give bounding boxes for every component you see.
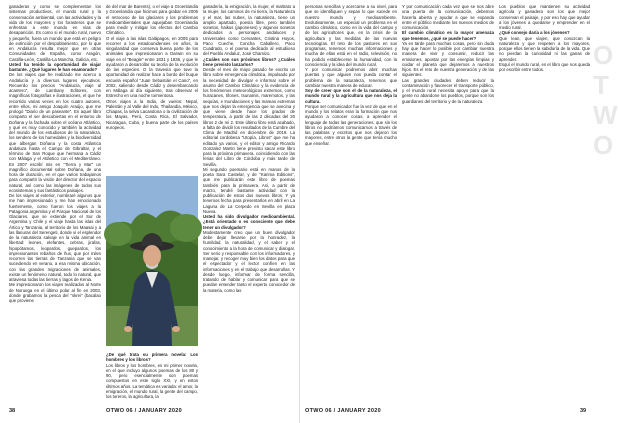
paragraph: ganadería, la emigración, la mujer, el maltrato a la mujer, los caminos de mi tierra, la Naturaleza y el mar, las nubes, la naturaleza, tiene un amplio apartado, poesía libre, pero también sonetos, haikus (japoneses) y algunos sonetos dedicados a personajes andaluces y Universales como Cervantes, Cristina Hoyos, Paco Cueche, Concha Caballero, Paco Cuadrado, o el poema dedicado al estudiioso del Pueblo Andaluz, José Chamizo. [203, 4, 295, 57]
interview-photo [106, 176, 198, 346]
paragraph: personas sencillas y acercarse a su nivel, para que se identifiquen y sepan lo que sucede en nuestro mundo y medioambiente. Evolutivamente, un especial un problema en el cambio climático, como en la vida del campo y de los agricultores que, en la crisis de la agricultura y las medidas de las nuevas tecnologías. El reto de los pastores en sus programas, tenemos muchas informaciones y mucha de ellas está en el radio, televisión, no ha podido establecerse la humanidad, con la consciencia y la idea del mundo rural. [305, 4, 397, 67]
issue-label-right: OTWO 06 / JANUARY 2020 [305, 408, 381, 414]
interview-question: ¿Qué consejo daría a los jóvenes? [499, 30, 570, 36]
paragraph: Porque ser comunicador fue la vez de que en el mundo y los relatos eran la formación que nos ayudaron a conocer cosas, a aprender el lenguaje de todas las generaciones, que sin los libros no podríamos comunicarnos a través de las palabras y escritos que nos dejaron los mayores, entre otros la gente que tenía mucho que enseñar. [305, 103, 397, 146]
right-column-2 [402, 4, 494, 402]
page-number-left: 38 [9, 408, 16, 414]
paragraph: De los viajes al exterior, nombraré algunos que me han impresionado y me han emocionado fuertemente, como fueron los viajes a la Patagonia argentina y el Parque Nacional de los Glaciares, que se extiende por el Sur de Argentina y Chile y el viaje hasta las islas del Ártico y Tanzania, al territorio de los Maasai y a las llanuras del Serengeti, donde vi el esplendor de la naturaleza salvaje en la vida animal en libertad: leones, elefantes, cebras, jirafas, hipopótamos, leopardos, guepardos, los impresionantes rebaños de ñus, que por miles recorren las tierras de Tanzania que se van sucediendo en verano, a esa misma ubicación, con las grandes migraciones de animales, existe un fenómeno natural, todo lo natural, que atraviesa todas las tierras y lagos de Kenia. [9, 193, 101, 282]
paragraph: Mi segundo poemario está en manos de la poeta Sara Castelar, y de "Karima Editions", que me publicarán este libro de poemas también para la primavera. Así, a partir de marzo, tendré bastante actividad con la publicación de estos dos nuevos libros. Y ya tenemos fecha para presentarlos en abril en La Laguna de La Cerpedo en Sevilla en plaza Nueva. [203, 166, 295, 214]
page-number-right: 39 [580, 408, 587, 414]
paragraph: Otros viajes a la India, de vuelos: Nepal, Pakistán y al Valle del Indo, Thailandia, México, Chiapas, la selva Lacandona o la civilización de los Mayas, Perú, Costa Rica, El Salvador, Nicaragua, Cuba, y buena parte de los países europeos. [106, 98, 198, 130]
right-column-3 [499, 4, 590, 402]
paragraph: Que lean, que viajen, que conozcan la naturaleza y que respeten a los mayores, porque ellos tienen la sabiduría de la vida. Que no pierdan la curiosidad ni las ganas de aprender. [499, 35, 590, 62]
left-column-2-lower [106, 352, 198, 402]
issue-label-left: OTWO 06 / JANUARY 2020 [106, 408, 182, 414]
paragraph: Ya es tarde para muchas cosas, pero sin duda hay que hacer lo posible por cambiar nuestra manera de vivir y consumir, reducir las emisiones, apostar por las energías limpias y cuidar el planeta que dejaremos a nuestros hijos. Es el reto de nuestra generación y de las siguientes. [402, 40, 494, 78]
paragraph: Los pueblos que mantienen su actividad agrícola y ganadera son los que mejor conservan el paisaje, y por eso hay que ayudar a los jóvenes a quedarse y emprender en el medio rural. [499, 4, 590, 30]
paragraph: Me impresionaron los viajes realizados al Norte de Noruega en el último polar al fin en 2003, donde grabamos la pesca del "skrei" (bacalao que proviene [9, 282, 101, 303]
paragraph: De los viajes que he realizado me acerco a Andalucía y a diversos lugares ejecutivos. Recuerdo los precios "Andalucía, viaje al acantero", de Lambany Editores, con magníficas fotografías e ilustraciones, el que he recorrido varias veces en los cuatro autores, entre ellos, mi amigo Joaquín Araújo, que me prologó "Diario de un paseante". En aquel libro comparto el ser descubiertas en el entorno de Doñana y la fachada sobre el océano Atlántico, y qué es muy conocido y también la actividad del mundo de los estudiosos de la naturaleza, los sendero de los humedales y la biodiversidad que albergan Doñana y la costa Atlántica andaluza hasta el Campo de Gibraltar, y el término de San Roque que hermana a Cádiz con Málaga y el Atlántico con el Mediterráneo. En 2007 escribí mis en "Tierra y Mar" un magnífico documental sobre Doñana, de una hora de duración, en el que varios trabajamos para compartir la visión del director del espacio natural, así como las imágenes de todos sus ecosistemas y sus fantásticos paisajes. [9, 72, 101, 193]
left-column-2 [106, 4, 198, 174]
right-column-1 [305, 4, 397, 402]
interview-question: Usted ha sido divulgador medioambiental. ¿Está orientado o es consciente que debe tener un divulgador? [203, 214, 295, 230]
paragraph: O el viaje a las islas Galápagos, en 2005 para recorrer a los estadounidenses en años, la singularidad que conserva buena parte de los animales que impresionaron a Darwin en su viaje en el "Beagle" entre 1831 y 1836, y que le ayudaron a desarrollar su teoría de la evolución de las especies. O la travesía que tuve la oportunidad de realizar hace a bordo del buque escuela español "Juan Sebastián el Cano", en 2002, saliendo desde Cádiz y desembarcando en Málaga al día siguiente, tras observar el Estrecho en una noche tormentosa. [106, 35, 198, 99]
paragraph: ganaderas y como se complementan los sistemas productivos, el mundo rural y la conservación ambiental, con las actividades y la vida de los mayores y los forasteros que se enfrentan a este mundo en vías de desaparición. Es como si el mundo rural, nuevo y pequeño, fuera un mundo que está en peligro de extinción por el despoblamiento, por lo que en Andalucía resulta mejor que en otras Comunidades de España, como Aragón, Castilla-León, Castilla-La Mancha, Galicia, etc. [9, 4, 101, 62]
side-strip-letters: OTWO [593, 40, 618, 160]
left-page [0, 0, 300, 423]
portrait-image [106, 176, 198, 346]
paragraph: Esquí el mundo rural, es el libro que nos queda por escribir entre todos. [499, 61, 590, 72]
left-column-1 [9, 4, 101, 402]
interview-question: Usted ha tenido la oportunidad de viajar bastante. ¿Qué lugares le han enamorado? [9, 61, 101, 72]
paragraph: Y por comunicar podremos abrir muchas puertas y que alguien nos pueda contar el problema de la naturaleza, tenemos que cambiar nuestra manera de educar. [305, 67, 397, 88]
paragraph: Desde el mes de mayo pasado he escrito un libro sobre emergencia climática, impulsado por la necesidad de divulgar e informar sobre el asunto del Cambio Climático y la evidencia de los fenómenos meteorológicos extremos, como huracanes, tifones, tsunamis, maremotos, y las sequías, e Inundaciones y las mareas extremas que nos dejan la emergencia que se avecina y que viene desde hace los grados de temperatura, a partir de las 2 décadas del 20 libros 2 de mi 2. Este último libro está acabado, a falta de dividir los resultados de la Cumbre del Clima de Madrid en diciembre de 2019. La editorial cordobesa "Utopía, Libros" que me ha editado ya varios, y el editor y amigo Ricardo Gonzalez Martin tiene previsto sacar este libro para la próxima primavera, coincidiendo con las ferias del Libro de Córdoba y más tarde de Sevilla. [203, 67, 295, 167]
paragraph: de del mar de Barents), o el viaje a Groenlandia y Groenlandia que hicimos para grabar en 2006 el retroceso de los glaciares y los problemas medioambientales que aquejaban Groenlandia para medir y mitigar los efectos del Cambio Climático. [106, 4, 198, 36]
interview-question: ¿De qué trata su primera novela: Los hombres y los libros? [106, 352, 198, 363]
left-column-3 [203, 4, 295, 402]
interview-question: ¿Cuáles son sus próximos libros? ¿Cuáles tiene previsto lanzarlos? [203, 56, 295, 67]
paragraph: Las grandes ciudades deben reducir la contaminación y favorecer el transporte público, y el mundo rural necesita apoyo para que la gente no abandone los pueblos, porque son los guardianes del territorio y de la naturaleza. [402, 77, 494, 104]
paragraph: Los libros y los hombres, es mi primer novela, en el que incluyo algunos poemas de los 80 y 90, pero esencialmente son poemas compuestos en este siglo XXI, y en estos últimos años. La temática es variada: el amor, la emigración, el mundo rural, la gente del campo, los toreros, la agricultura, la [106, 362, 198, 399]
interview-question: El cambio climático es la mayor amenaza que tenemos, ¿qué se puede hacer? [402, 30, 494, 41]
paragraph: Y por comunicación cada vez que se nos abre una puerta de la comunicación, debemos hacerla abierta y ayudar a que se expanda entre el público mediante los nuevos medios de comunicación. [402, 4, 494, 30]
interview-question: Soy de creer que son el de la naturaleza, el mundo rural y la agricultura que nos deja la cultura. [305, 88, 397, 104]
paragraph: Modestamente creo que un buen divulgador debe dejar llevarse por la honradez, la humildad, la naturalidad, y el saber y el conocimiento a la hora de comunicar y dialogar. Ser serio y responsable con los informadores, y manejar, y recoger muy bien los datos para que el espectador y el lector confíen en las informaciones y en el trabajo que desarrollas. Y desde luego, informar de forma sencilla, tratando de hablar y comunicar para que se puedan entender tanto el experto conocedor de la materia, como las [203, 229, 295, 293]
